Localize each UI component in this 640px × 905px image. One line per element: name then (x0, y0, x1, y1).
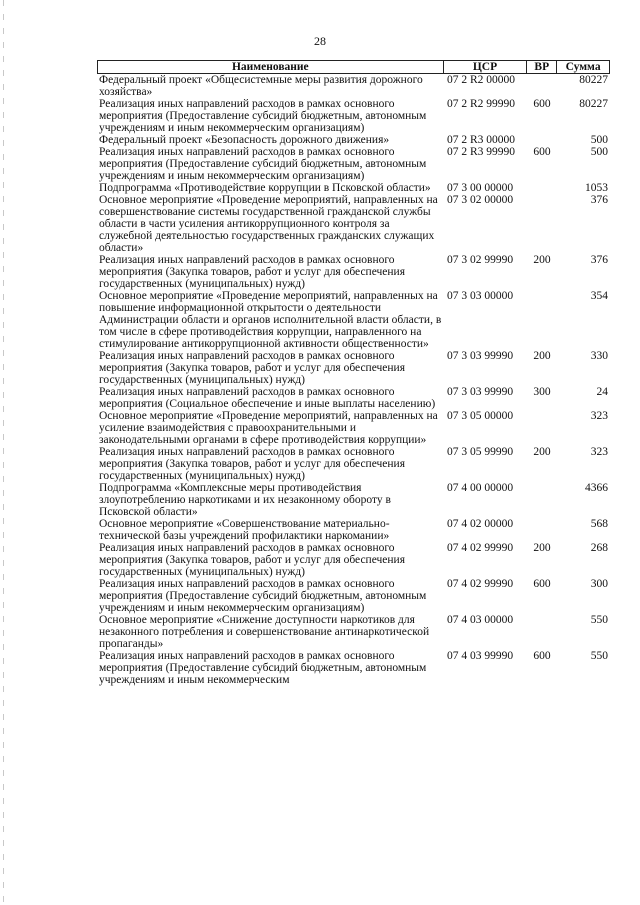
header-sum: Сумма (556, 61, 609, 73)
row-name: Реализация иных направлений расходов в рамках основного мероприятия (Закупка товаров, работ и услуг для обеспечения государственных (муниципальных) нужд) (99, 254, 406, 290)
row-sum: 330 (590, 350, 608, 362)
table-row (97, 650, 610, 686)
table-row (97, 98, 610, 134)
row-csr: 07 4 02 99990 (447, 542, 514, 554)
row-csr: 07 3 03 99990 (447, 386, 514, 398)
row-name: Реализация иных направлений расходов в рамках основного мероприятия (Предоставление субсидий бюджетным, автономным учреждениям и иным некоммерческим организациям) (99, 578, 427, 614)
row-vr (527, 182, 557, 194)
row-vr (527, 482, 557, 518)
scan-edge (3, 0, 4, 905)
row-csr: 07 4 00 00000 (447, 482, 514, 494)
row-name: Основное мероприятие «Проведение мероприятий, направленных на усиление взаимодействия с правоохранительными и законодательными органами в сфере противодействия коррупции» (99, 410, 438, 446)
table-row (97, 410, 610, 446)
row-csr: 07 3 02 99990 (447, 254, 514, 266)
row-sum: 1053 (585, 182, 608, 194)
table-row (97, 146, 610, 182)
table-row (97, 578, 610, 614)
row-sum: 300 (590, 578, 608, 590)
row-sum: 376 (590, 194, 608, 206)
row-name: Реализация иных направлений расходов в рамках основного мероприятия (Закупка товаров, работ и услуг для обеспечения государственных (муниципальных) нужд) (99, 542, 406, 578)
header-name: Наименование (231, 61, 309, 73)
row-sum: 550 (590, 650, 608, 662)
table-row (97, 194, 610, 254)
row-sum: 550 (590, 614, 608, 626)
row-vr (527, 410, 557, 446)
row-sum: 323 (590, 410, 608, 422)
table-header (97, 60, 610, 74)
row-sum: 4366 (585, 482, 608, 494)
row-name: Основное мероприятие «Проведение мероприятий, направленных на повышение информационной открытости о деятельности Администрации области и органов исполнительной власти области, в том числе в сфере противодействия коррупции, направленного на стимулирование антикоррупционной активности общественности» (99, 290, 442, 350)
row-vr: 600 (533, 146, 551, 158)
table-row (97, 386, 610, 410)
row-sum: 500 (590, 146, 608, 158)
row-vr: 200 (533, 542, 551, 554)
table-row (97, 446, 610, 482)
table-body (97, 74, 610, 686)
row-csr: 07 3 05 00000 (447, 410, 514, 422)
row-name: Подпрограмма «Противодействие коррупции в Псковской области» (99, 182, 431, 194)
row-sum: 80227 (579, 98, 608, 110)
page-number: 28 (314, 34, 326, 48)
table-row (97, 290, 610, 350)
row-vr: 200 (533, 446, 551, 458)
row-sum: 323 (590, 446, 608, 458)
table-row (97, 614, 610, 650)
row-name: Реализация иных направлений расходов в рамках основного мероприятия (Закупка товаров, работ и услуг для обеспечения государственных (муниципальных) нужд) (99, 446, 406, 482)
row-vr: 600 (533, 578, 551, 590)
row-csr: 07 3 03 00000 (447, 290, 514, 302)
row-name: Основное мероприятие «Снижение доступности наркотиков для незаконного потребления и совершенствование антинаркотической пропаганды» (99, 614, 430, 650)
row-sum: 354 (590, 290, 608, 302)
row-sum: 80227 (579, 74, 608, 86)
row-csr: 07 2 R3 00000 (447, 134, 516, 146)
row-sum: 376 (590, 254, 608, 266)
row-vr (527, 290, 557, 350)
row-name: Федеральный проект «Безопасность дорожного движения» (99, 134, 390, 146)
table-row (97, 254, 610, 290)
row-vr: 300 (533, 386, 551, 398)
row-name: Основное мероприятие «Проведение мероприятий, направленных на совершенствование системы государственной гражданской службы области в части усиления антикоррупционного контроля за служебной деятельностью государственных гражданских служащих области» (99, 194, 438, 254)
row-csr: 07 4 03 00000 (447, 614, 514, 626)
table-row (97, 134, 610, 146)
row-csr: 07 4 02 99990 (447, 578, 514, 590)
row-name: Федеральный проект «Общесистемные меры развития дорожного хозяйства» (99, 74, 423, 98)
row-vr (527, 518, 557, 542)
row-vr (527, 134, 557, 146)
row-sum: 500 (590, 134, 608, 146)
budget-table (97, 60, 610, 686)
table-row (97, 518, 610, 542)
row-name: Реализация иных направлений расходов в рамках основного мероприятия (Предоставление субсидий бюджетным, автономным учреждениям и иным некоммерческим организациям) (99, 146, 427, 182)
row-name: Подпрограмма «Комплексные меры противодействия злоупотреблению наркотиками и их незаконному обороту в Псковской области» (99, 482, 391, 518)
row-vr (527, 614, 557, 650)
row-vr: 600 (533, 98, 551, 110)
row-name: Основное мероприятие «Совершенствование материально-технической базы учреждений профилактики наркомании» (99, 518, 390, 542)
row-sum: 268 (590, 542, 608, 554)
header-csr: ЦСР (443, 61, 527, 73)
row-csr: 07 2 R2 99990 (447, 98, 516, 110)
row-csr: 07 2 R3 99990 (447, 146, 516, 158)
row-name: Реализация иных направлений расходов в рамках основного мероприятия (Предоставление субсидий бюджетным, автономным учреждениям и иным некоммерческим (99, 650, 427, 686)
row-csr: 07 2 R2 00000 (447, 74, 516, 86)
row-csr: 07 3 02 00000 (447, 194, 514, 206)
row-csr: 07 4 03 99990 (447, 650, 514, 662)
table-row (97, 482, 610, 518)
row-csr: 07 3 05 99990 (447, 446, 514, 458)
row-csr: 07 4 02 00000 (447, 518, 514, 530)
table-row (97, 350, 610, 386)
row-name: Реализация иных направлений расходов в рамках основного мероприятия (Социальное обеспечение и иные выплаты населению) (99, 386, 436, 410)
row-vr: 200 (533, 254, 551, 266)
row-csr: 07 3 00 00000 (447, 182, 514, 194)
row-sum: 24 (596, 386, 608, 398)
row-sum: 568 (590, 518, 608, 530)
table-row (97, 74, 610, 98)
row-name: Реализация иных направлений расходов в рамках основного мероприятия (Закупка товаров, работ и услуг для обеспечения государственных (муниципальных) нужд) (99, 350, 406, 386)
header-vr: ВР (526, 61, 556, 73)
table-row (97, 182, 610, 194)
row-name: Реализация иных направлений расходов в рамках основного мероприятия (Предоставление субсидий бюджетным, автономным учреждениям и иным некоммерческим организациям) (99, 98, 427, 134)
table-row (97, 542, 610, 578)
row-vr: 200 (533, 350, 551, 362)
row-vr: 600 (533, 650, 551, 662)
row-csr: 07 3 03 99990 (447, 350, 514, 362)
row-vr (527, 74, 557, 98)
row-vr (527, 194, 557, 254)
